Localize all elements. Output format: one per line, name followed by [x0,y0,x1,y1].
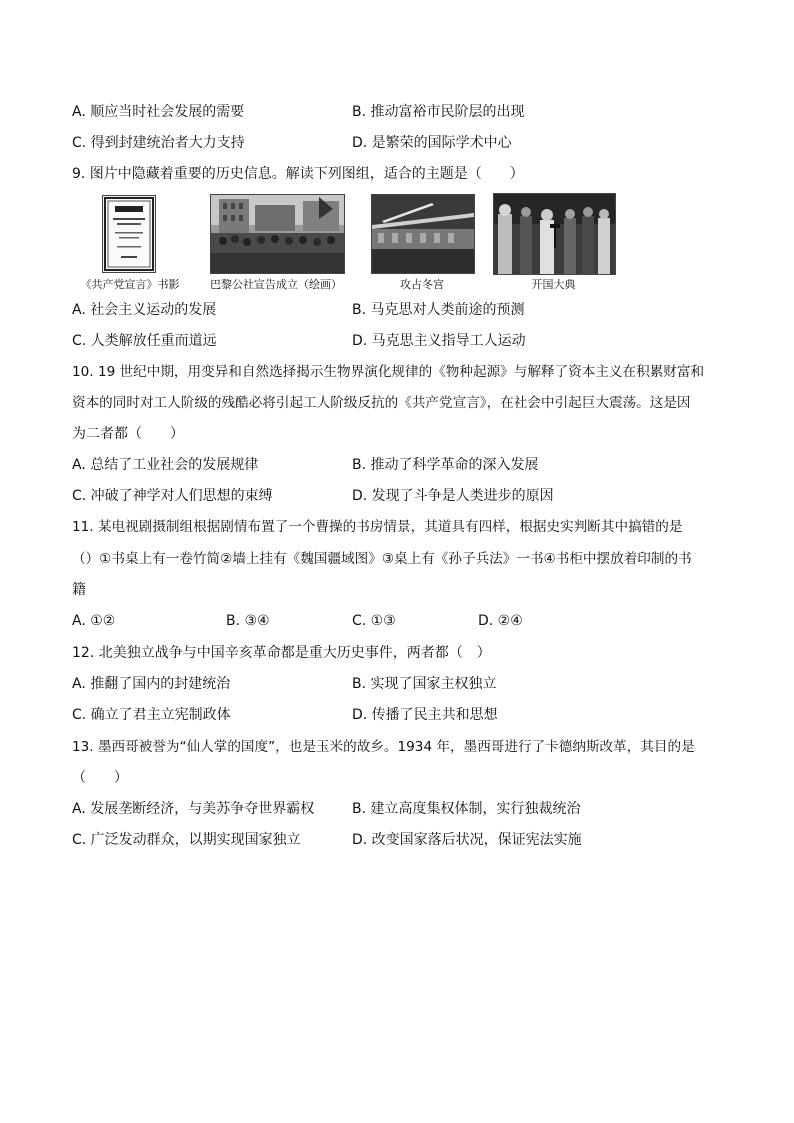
q11-option-d: D. ②④ [478,613,523,629]
q12-stem: 12. 北美独立战争与中国辛亥革命都是重大历史事件，两者都（ ） [72,645,491,661]
q11-option-a: A. ①② [72,613,116,629]
caption-winter-palace: 攻占冬宫 [400,278,444,291]
q8-option-d: D. 是繁荣的国际学术中心 [352,135,512,151]
q13-stem-line1: 13. 墨西哥被誉为“仙人掌的国度”，也是玉米的故乡。1934 年，墨西哥进行了卡德纳斯改革，其目的是 [72,739,695,755]
q13-option-d: D. 改变国家落后状况，保证宪法实施 [352,832,582,848]
q10-stem-line2: 资本的同时对工人阶级的残酷必将引起工人阶级反抗的《共产党宣言》，在社会中引起巨大震荡。这是因 [72,395,691,411]
q10-stem-line1: 10. 19 世纪中期，用变异和自然选择揭示生物界演化规律的《物种起源》与解释了资本主义在积累财富和 [72,364,705,380]
q11-stem-line3: 籍 [72,582,86,598]
q11-option-c: C. ①③ [352,613,396,629]
q13-option-a: A. 发展垄断经济，与美苏争夺世界霸权 [72,801,315,817]
q8-option-c: C. 得到封建统治者大力支持 [72,135,245,151]
caption-paris-commune: 巴黎公社宣告成立（绘画） [210,278,342,291]
caption-founding-ceremony: 开国大典 [531,278,576,291]
q11-stem-line2: （）①书桌上有一卷竹简②墙上挂有《魏国疆域图》③桌上有《孙子兵法》一书④书柜中摆放着印制的书 [72,551,692,567]
q12-option-d: D. 传播了民主共和思想 [352,707,498,723]
q8-option-b: B. 推动富裕市民阶层的出现 [352,104,525,120]
q10-stem-line3: 为二者都（ ） [72,426,184,442]
q9-option-b: B. 马克思对人类前途的预测 [352,302,525,318]
q10-option-d: D. 发现了斗争是人类进步的原因 [352,488,554,504]
winter-palace-image [371,194,475,274]
q9-option-c: C. 人类解放任重而道远 [72,333,217,349]
paris-commune-image [210,194,345,274]
q8-option-a: A. 顺应当时社会发展的需要 [72,104,245,120]
q13-stem-line2: （ ） [72,770,128,786]
q11-stem-line1: 11. 某电视剧摄制组根据剧情布置了一个曹操的书房情景，其道具有四样，根据史实判断其中搞错的是 [72,519,683,535]
q9-stem: 9. 图片中隐藏着重要的历史信息。解读下列图组，适合的主题是（ ） [72,166,524,182]
q9-option-a: A. 社会主义运动的发展 [72,302,217,318]
q12-option-a: A. 推翻了国内的封建统治 [72,676,231,692]
q10-option-c: C. 冲破了神学对人们思想的束缚 [72,488,273,504]
q13-option-c: C. 广泛发动群众，以期实现国家独立 [72,832,301,848]
q13-option-b: B. 建立高度集权体制，实行独裁统治 [352,801,581,817]
q9-option-d: D. 马克思主义指导工人运动 [352,333,526,349]
caption-manifesto: 《共产党宣言》书影 [80,278,180,291]
q12-option-b: B. 实现了国家主权独立 [352,676,497,692]
q12-option-c: C. 确立了君主立宪制政体 [72,707,231,723]
q10-option-a: A. 总结了工业社会的发展规律 [72,457,259,473]
q10-option-b: B. 推动了科学革命的深入发展 [352,457,539,473]
founding-ceremony-image [493,193,616,275]
q11-option-b: B. ③④ [226,613,270,629]
manifesto-cover-image [102,195,156,273]
